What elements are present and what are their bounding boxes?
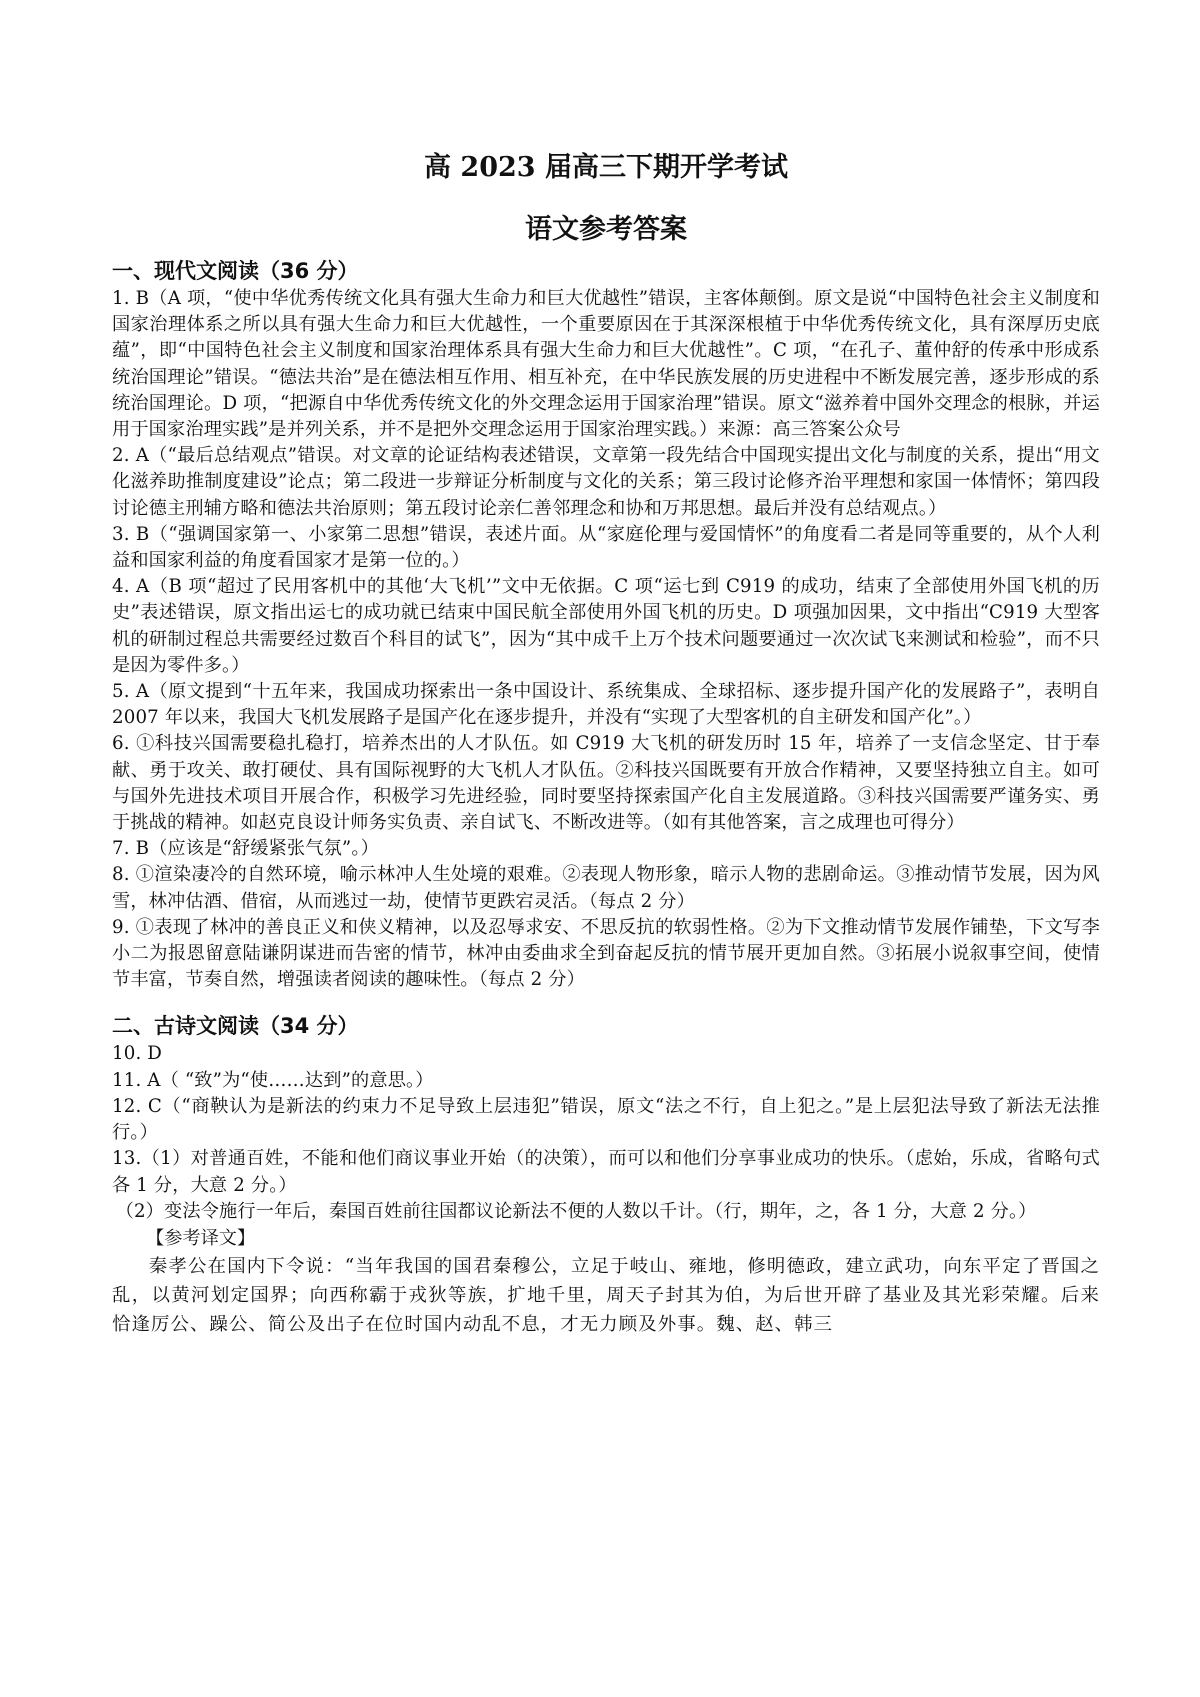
- answer-item-9: 9. ①表现了林冲的善良正义和侠义精神，以及忍辱求安、不思反抗的软弱性格。②为下文推动情节发展作铺垫，下文写李小二为报恩留意陆谦阴谋进而告密的情节，林冲由委曲求全到奋起反抗的情节展开更加自然。③拓展小说叙事空间，使情节丰富，节奏自然，增强读者阅读的趣味性。（每点 2 分）: [112, 916, 1100, 991]
- section-modern-reading: [112, 256, 1100, 993]
- answer-item-12: 12. C（“商鞅认为是新法的约束力不足导致上层违犯”错误，原文“法之不行，自上犯之。”是上层犯法导致了新法无法推行。）: [112, 1095, 1100, 1144]
- answer-item-6: 6. ①科技兴国需要稳扎稳打，培养杰出的人才队伍。如 C919 大飞机的研发历时 15 年，培养了一支信念坚定、甘于奉献、勇于攻关、敢打硬仗、具有国际视野的大飞机人才队伍。②科技兴国既要有开放合作精神，又要坚持独立自主。如可与国外先进技术项目开展合作，积极学习先进经验，同时要坚持探索国产化自主发展道路。③科技兴国需要严谨务实、勇于挑战的精神。如赵克良设计师务实负责、亲自试飞、不断改进等。（如有其他答案，言之成理也可得分）: [112, 733, 1100, 834]
- document-title: 高 2023 届高三下期开学考试: [424, 152, 788, 183]
- answer-item-3: 3. B（“强调国家第一、小家第二思想”错误，表述片面。从“家庭伦理与爱国情怀”的角度看二者是同等重要的，从个人利益和国家利益的角度看国家才是第一位的。）: [112, 523, 1100, 572]
- answer-item-4: 4. A（B 项“超过了民用客机中的其他‘大飞机’”文中无依据。C 项“运七到 C919 的成功，结束了全部使用外国飞机的历史”表述错误，原文指出运七的成功就已结束中国民航全部使用外国飞机的历史。D 项强加因果，文中指出“C919 大型客机的研制过程总共需要经过数百个科目的试飞”，因为“其中成千上万个技术问题要通过一次次试飞来测试和检验”，而不只是因为零件多。）: [112, 576, 1101, 676]
- answer-item-11: 11. A（ “致”为“使……达到”的意思。）: [112, 1069, 434, 1091]
- section-classical-reading: [112, 1011, 1100, 1338]
- answer-item-5: 5. A（原文提到“十五年来，我国成功探索出一条中国设计、系统集成、全球招标、逐步提升国产化的发展路子”，表明自 2007 年以来，我国大飞机发展路子是国产化在逐步提升，并没有“实现了大型客机的自主研发和国产化”。）: [112, 681, 1100, 729]
- reference-translation-text: 秦孝公在国内下令说：“当年我国的国君秦穆公，立足于岐山、雍地，修明德政，建立武功，向东平定了晋国之乱，以黄河划定国界；向西称霸于戎狄等族，扩地千里，周天子封其为伯，为后世开辟了基业及其光彩荣耀。后来恰逢厉公、躁公、简公及出子在位时国内动乱不息，才无力顾及外事。魏、赵、韩三: [112, 1255, 1100, 1335]
- document-subtitle: 语文参考答案: [525, 214, 687, 245]
- answer-item-13-part-2: （2）变法令施行一年后，秦国百姓前往国都议论新法不便的人数以千计。（行，期年，之，各 1 分，大意 2 分。）: [115, 1200, 1037, 1222]
- answer-item-2: 2. A（“最后总结观点”错误。对文章的论证结构表述错误，文章第一段先结合中国现实提出文化与制度的关系，提出“用文化滋养助推制度建设”论点；第二段进一步辩证分析制度与文化的关系；第三段讨论修齐治平理想和家国一体情怀；第四段讨论德主刑辅方略和德法共治原则；第五段讨论亲仁善邻理念和协和万邦思想。最后并没有总结观点。）: [112, 445, 1100, 519]
- answer-item-10: 10. D: [112, 1043, 163, 1065]
- answer-item-13-part-1: 13.（1）对普通百姓，不能和他们商议事业开始（的决策），而可以和他们分享事业成功的快乐。（虑始，乐成，省略句式各 1 分，大意 2 分。）: [112, 1148, 1100, 1196]
- section-heading-modern-reading: 一、现代文阅读（36 分）: [112, 259, 359, 283]
- section-heading-classical-reading: 二、古诗文阅读（34 分）: [112, 1014, 359, 1039]
- answer-item-1: 1. B（A 项，“使中华优秀传统文化具有强大生命力和巨大优越性”错误，主客体颠倒。原文是说“中国特色社会主义制度和国家治理体系之所以具有强大生命力和巨大优越性，一个重要原因在于其深深根植于中华优秀传统文化，具有深厚历史底蕴”，即“中国特色社会主义制度和国家治理体系具有强大生命力和巨大优越性”。C 项，“在孔子、董仲舒的传承中形成系统治国理论”错误。“德法共治”是在德法相互作用、相互补充，在中华民族发展的历史进程中不断发展完善，逐步形成的系统治国理论。D 项，“把源自中华优秀传统文化的外交理念运用于国家治理”错误。原文“滋养着中国外交理念的根脉，并运用于国家治理实践”是并列关系，并不是把外交理念运用于国家治理实践。）来源：高三答案公众号: [112, 288, 1100, 441]
- answer-item-7: 7. B（应该是“舒缓紧张气氛”。）: [112, 838, 379, 860]
- reference-translation-heading: 【参考译文】: [146, 1227, 256, 1249]
- answer-item-8: 8. ①渲染凄冷的自然环境，喻示林冲人生处境的艰难。②表现人物形象，暗示人物的悲剧命运。③推动情节发展，因为风雪，林冲估酒、借宿，从而逃过一劫，使情节更跌宕灵活。（每点 2 分）: [112, 864, 1100, 912]
